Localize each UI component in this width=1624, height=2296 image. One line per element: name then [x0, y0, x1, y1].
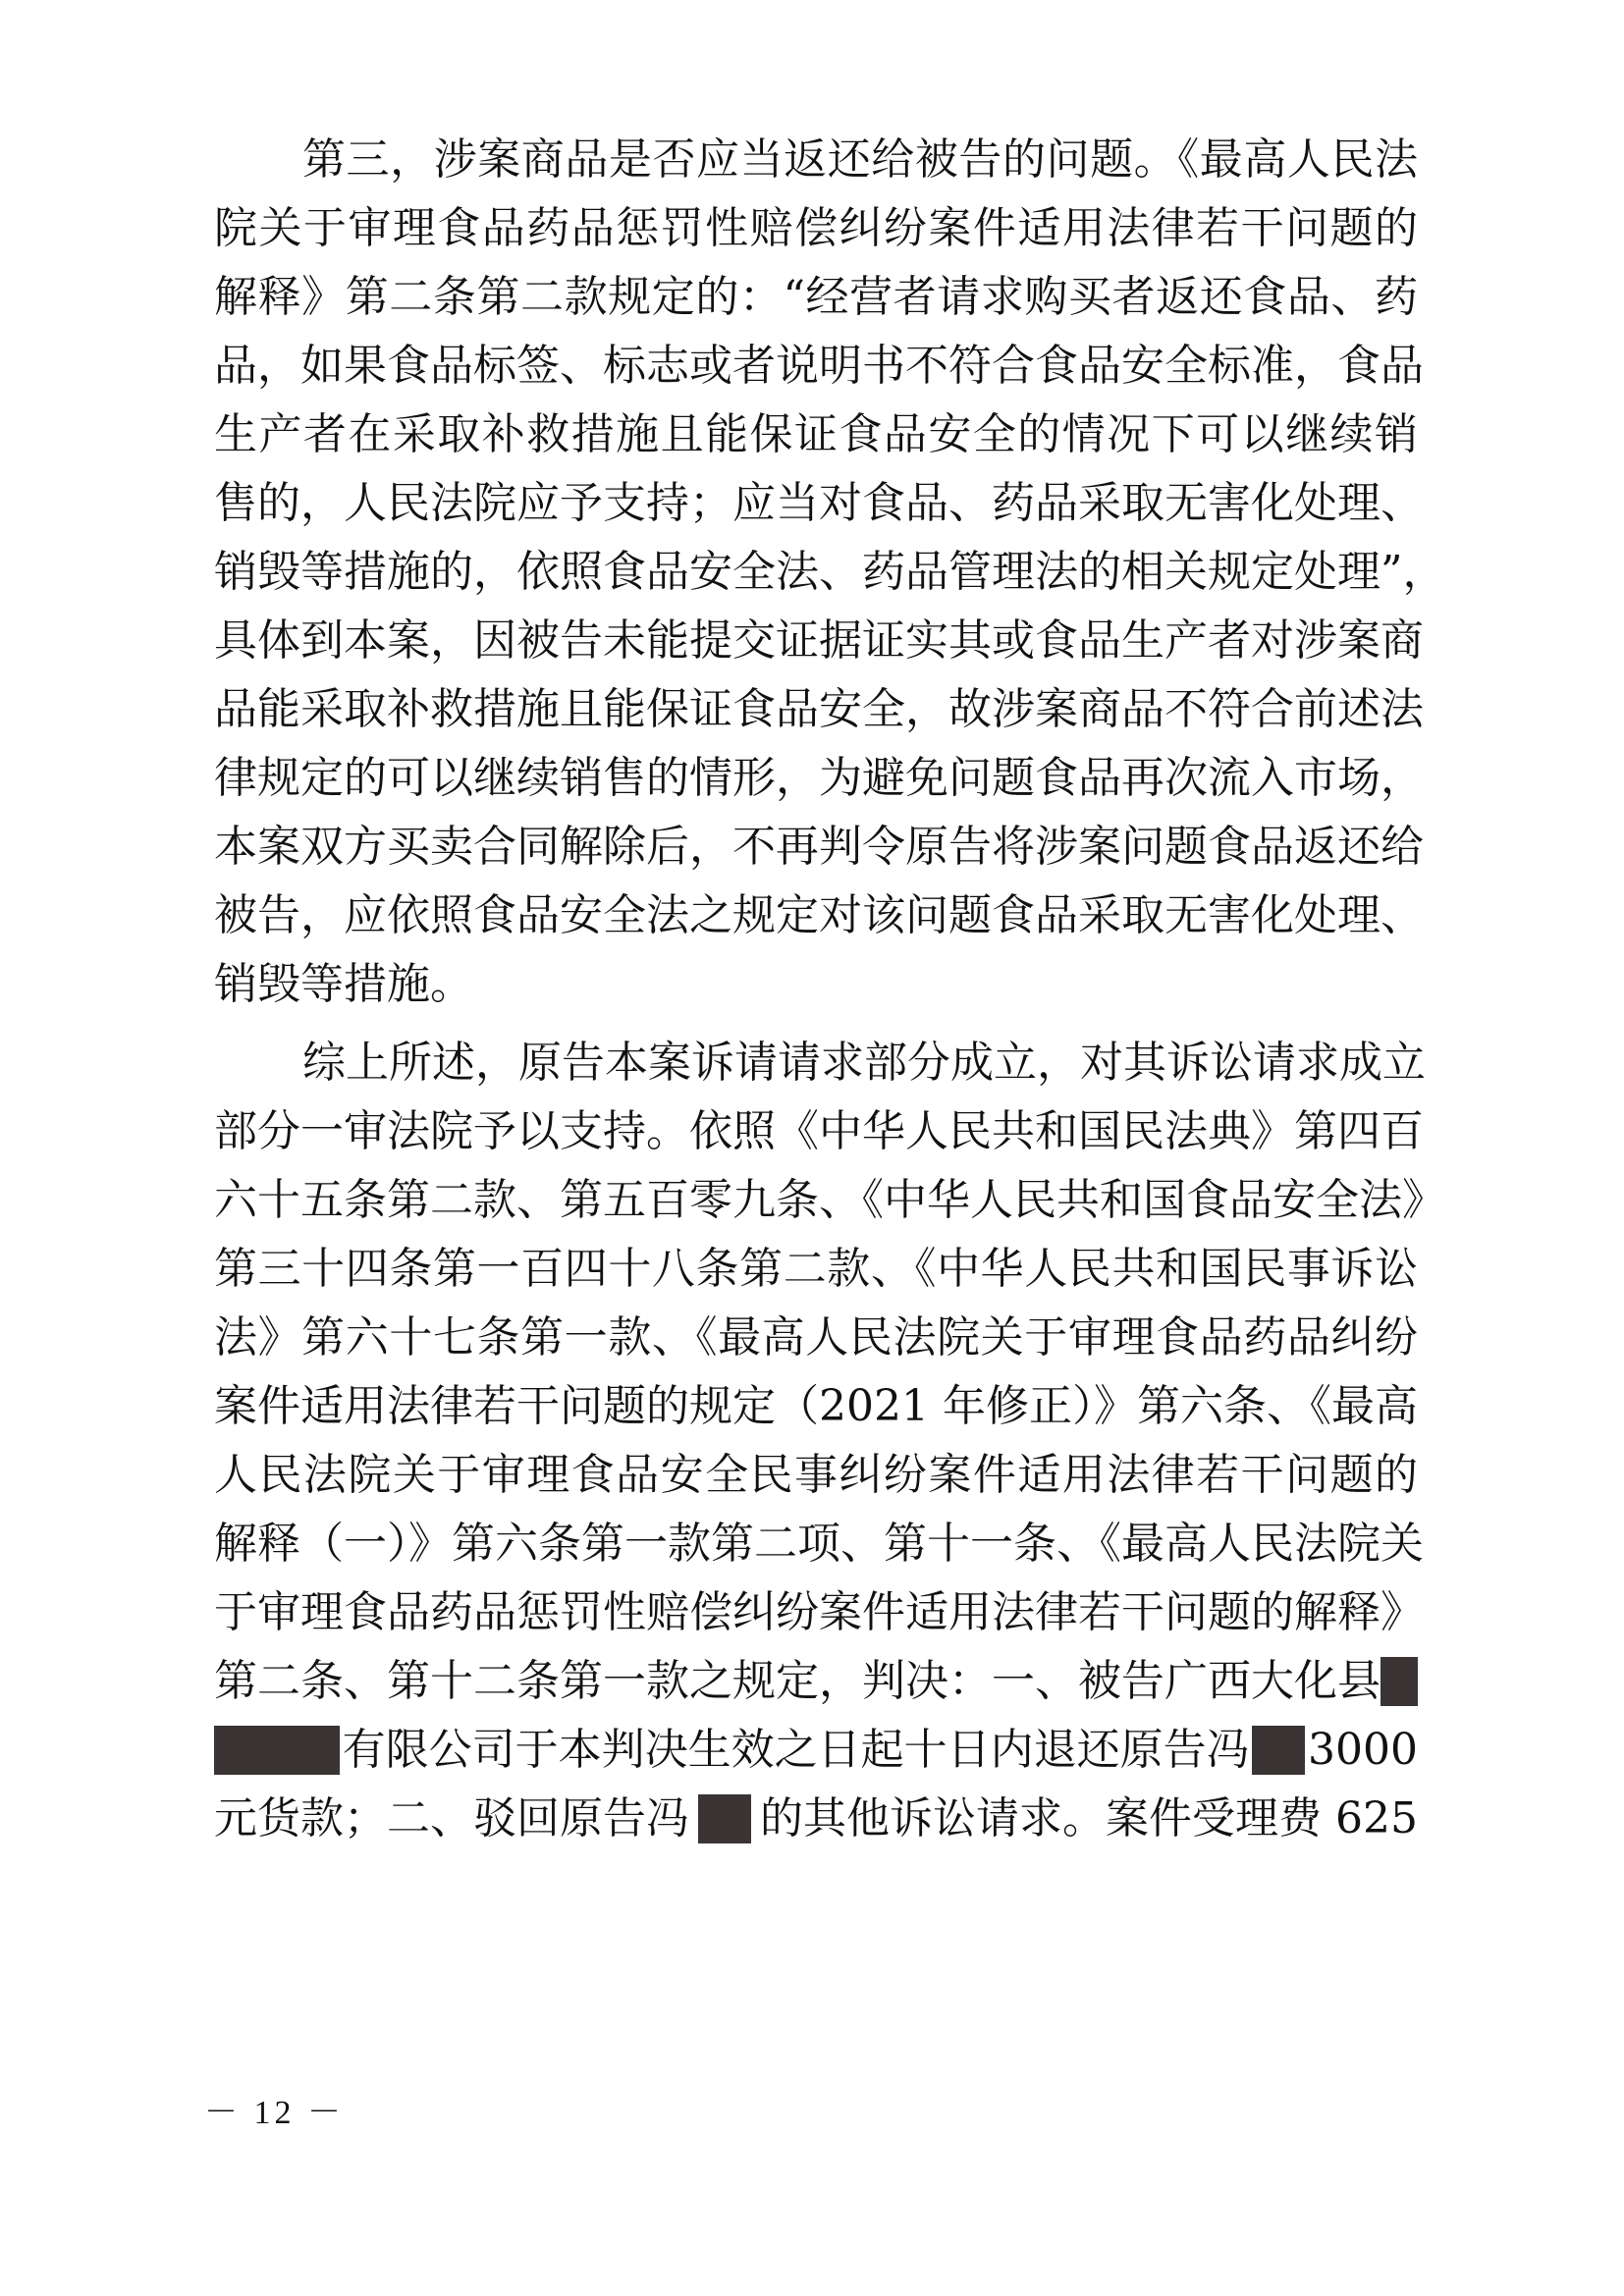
p2-line-2: 部分一审法院予以支持。依照《中华人民共和国民法典》第四百 [214, 1106, 1424, 1156]
p2-line-10-text: 第二条、第十二条第一款之规定，判决：一、被告广西大化县 [214, 1656, 1380, 1706]
p1-line-7: 销毁等措施的，依照食品安全法、药品管理法的相关规定处理”， [214, 547, 1446, 597]
p2-line-9: 于审理食品药品惩罚性赔偿纠纷案件适用法律若干问题的解释》 [214, 1587, 1424, 1637]
p2-line-3: 六十五条第二款、第五百零九条、《中华人民共和国食品安全法》 [214, 1175, 1445, 1225]
p1-line-10: 律规定的可以继续销售的情形，为避免问题食品再次流入市场， [214, 753, 1424, 803]
p1-line-11: 本案双方买卖合同解除后，不再判令原告将涉案问题食品返还给 [214, 822, 1424, 872]
p1-line-2: 院关于审理食品药品惩罚性赔偿纠纷案件适用法律若干问题的 [214, 203, 1418, 253]
p2-line-12-text-a: 元货款；二、驳回原告冯 [214, 1793, 689, 1843]
p1-line-6: 售的，人民法院应予支持；应当对食品、药品采取无害化处理、 [214, 478, 1424, 528]
p1-line-4: 品，如果食品标签、标志或者说明书不符合食品安全标准，食品 [214, 341, 1424, 391]
redaction-block [1380, 1657, 1418, 1706]
p2-line-11 [214, 1716, 1418, 1785]
p2-line-6: 案件适用法律若干问题的规定（2021 年修正）》第六条、《最高 [214, 1381, 1418, 1431]
p1-line-5: 生产者在采取补救措施且能保证食品安全的情况下可以继续销 [214, 409, 1418, 459]
p2-line-4: 第三十四条第一百四十八条第二款、《中华人民共和国民事诉讼 [214, 1244, 1418, 1294]
p2-line-5: 法》第六十七条第一款、《最高人民法院关于审理食品药品纠纷 [214, 1312, 1418, 1362]
p2-line-1: 综上所述，原告本案诉请请求部分成立，对其诉讼请求成立 [302, 1038, 1426, 1088]
p2-line-12 [214, 1785, 1418, 1853]
redaction-block [214, 1726, 340, 1775]
p2-line-10 [214, 1647, 1418, 1716]
p2-line-12-text-b: 的其他诉讼请求。案件受理费 625 [760, 1793, 1418, 1843]
p1-line-3: 解释》第二条第二款规定的：“经营者请求购买者返还食品、药 [214, 272, 1418, 322]
p2-line-11-text: 有限公司于本判决生效之日起十日内退还原告冯 [342, 1725, 1250, 1775]
p2-line-11-amount: 3000 [1308, 1725, 1418, 1775]
p1-line-13: 销毁等措施。 [214, 959, 473, 1009]
p2-line-8: 解释（一）》第六条第一款第二项、第十一条、《最高人民法院关 [214, 1519, 1424, 1569]
p1-line-8: 具体到本案，因被告未能提交证据证实其或食品生产者对涉案商 [214, 615, 1424, 666]
page-number: － 12 － [204, 2095, 345, 2131]
p1-line-12: 被告，应依照食品安全法之规定对该问题食品采取无害化处理、 [214, 890, 1424, 940]
redaction-block [1252, 1726, 1305, 1775]
p2-line-7: 人民法院关于审理食品安全民事纠纷案件适用法律若干问题的 [214, 1450, 1418, 1500]
redaction-block [698, 1794, 751, 1843]
p1-line-1: 第三，涉案商品是否应当返还给被告的问题。《最高人民法 [302, 134, 1418, 185]
p1-line-9: 品能采取补救措施且能保证食品安全，故涉案商品不符合前述法 [214, 684, 1424, 734]
